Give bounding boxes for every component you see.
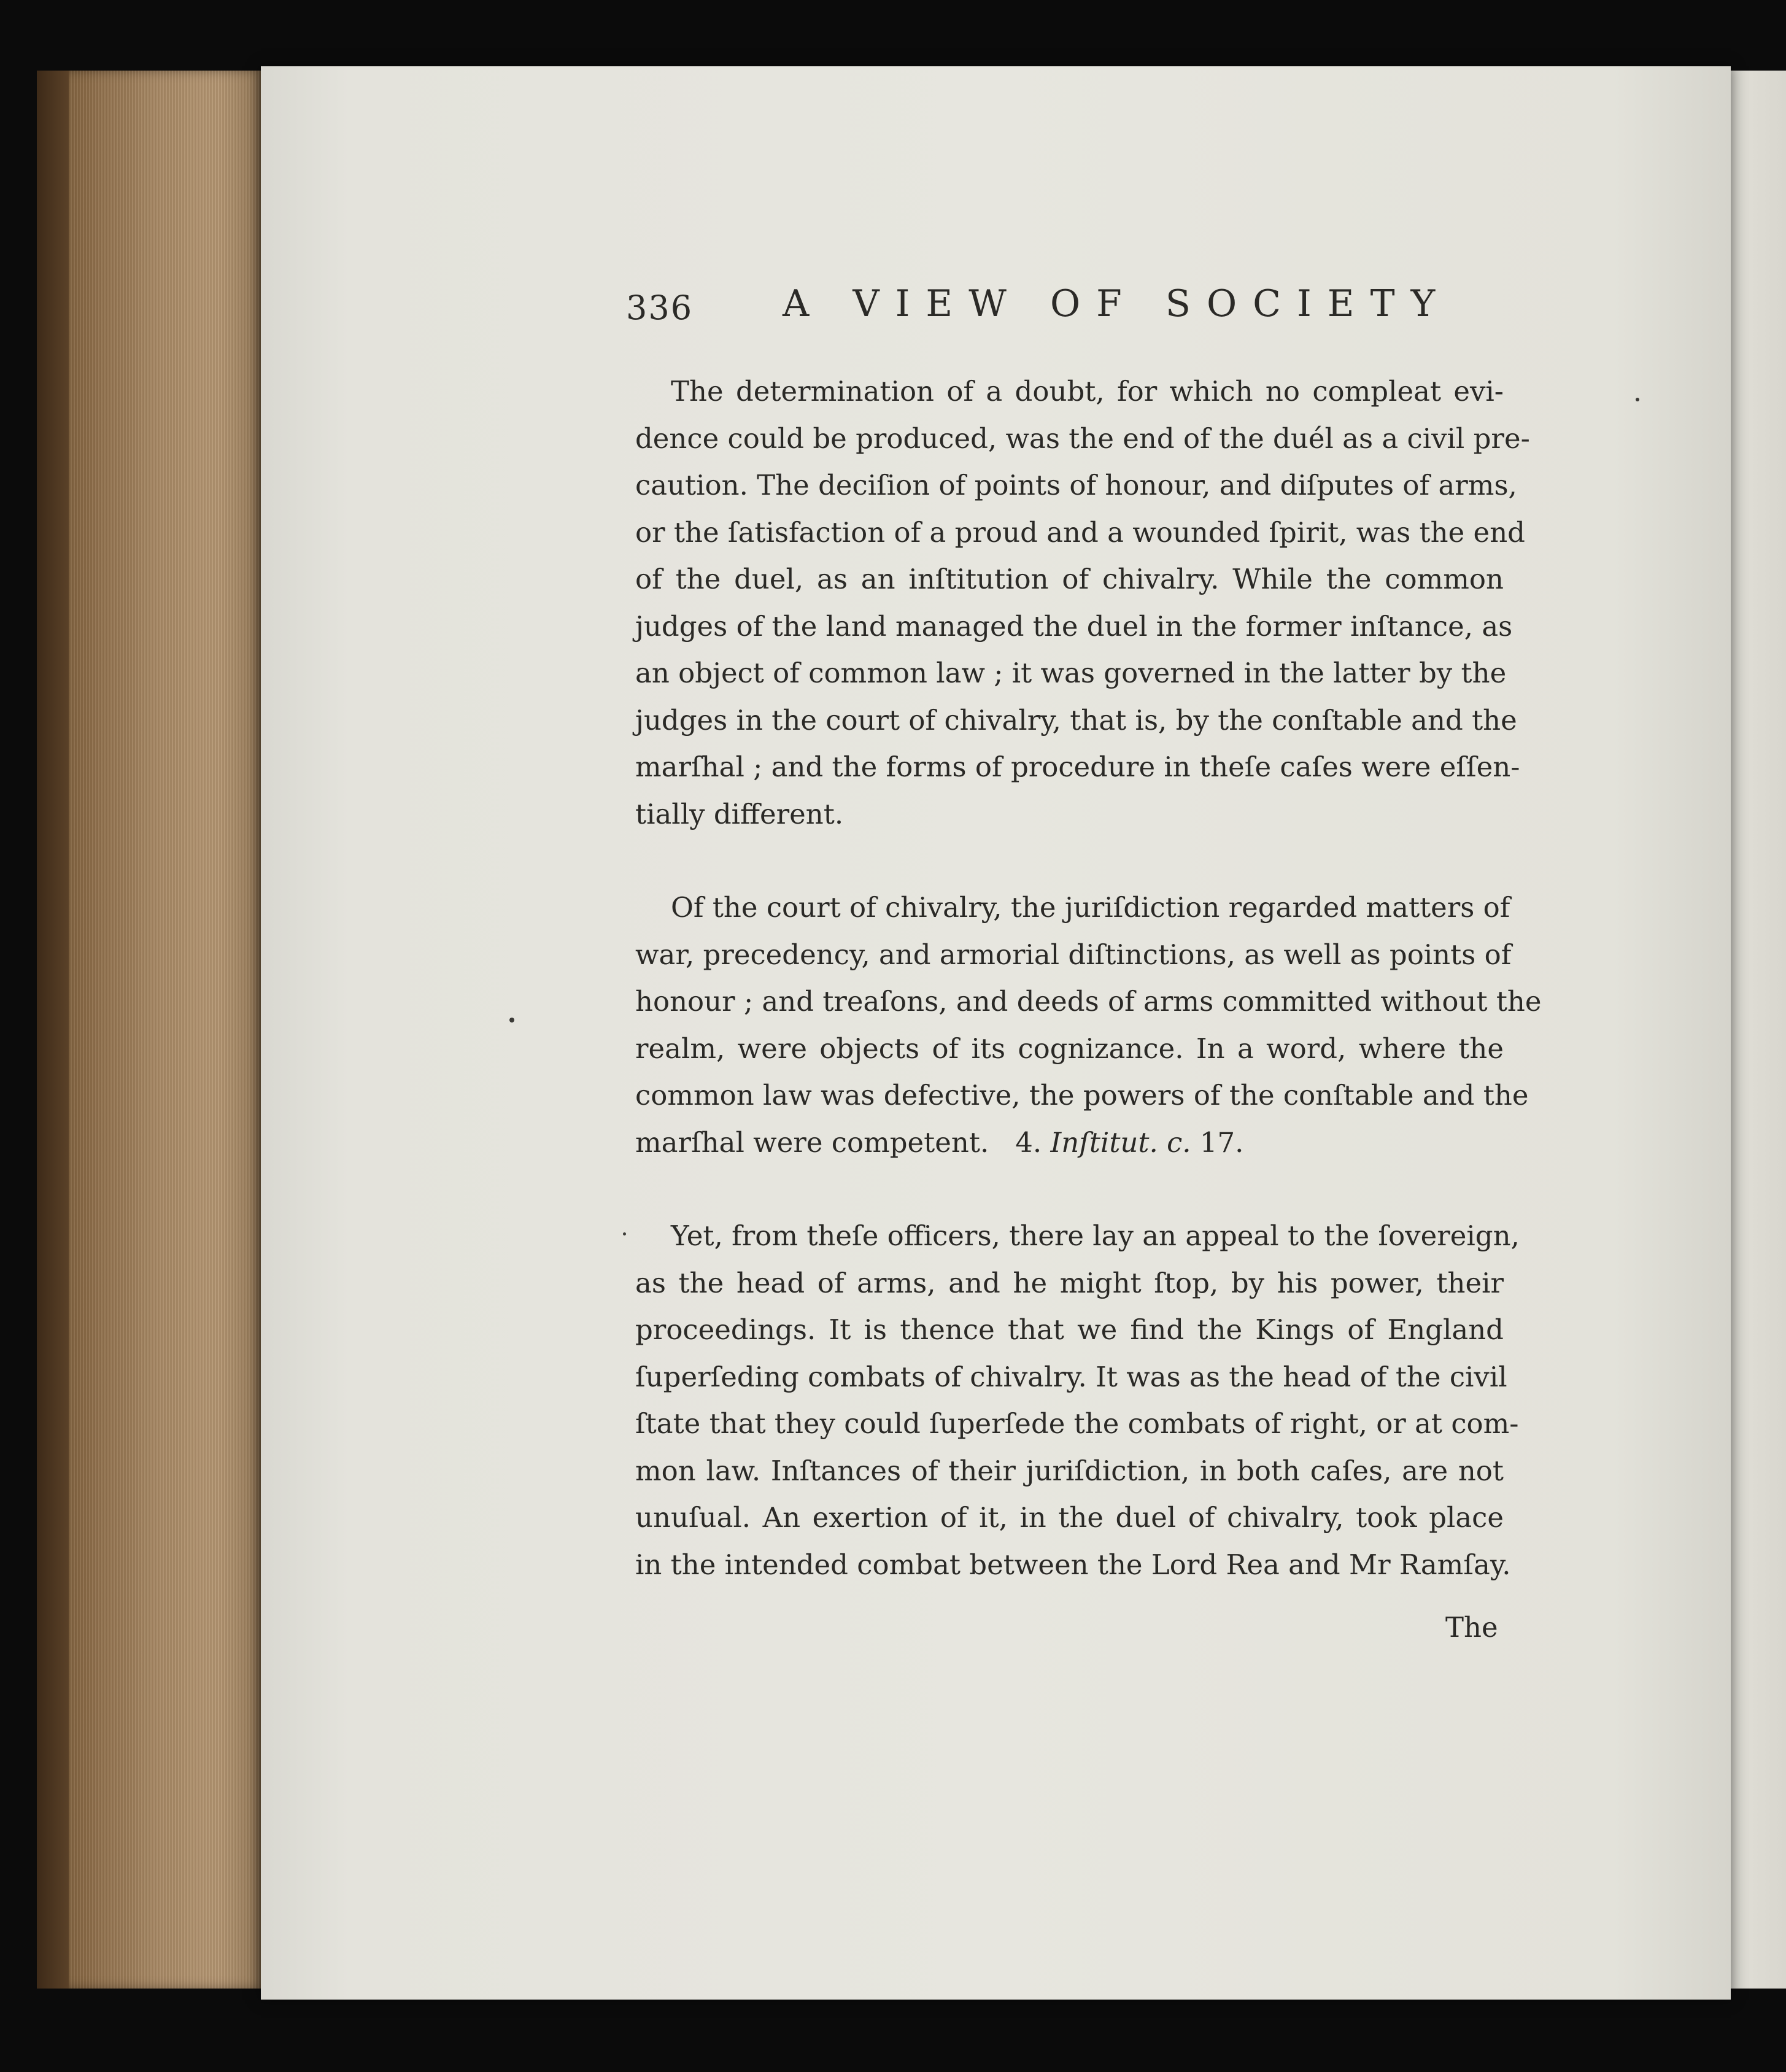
- citation-number: 4.: [1015, 1126, 1042, 1159]
- catchword: The: [1445, 1611, 1498, 1644]
- text-line-with-citation: [635, 1119, 1504, 1167]
- book-page-edges: [37, 71, 265, 1989]
- paper-speck: [509, 1018, 514, 1022]
- text-line: of the duel, as an inſtitution of chivalry. While the common: [635, 563, 1504, 595]
- text-line: The determination of a doubt, for which no compleat evi-: [671, 375, 1504, 408]
- text-line: judges in the court of chivalry, that is, by the conſtable and the: [635, 703, 1517, 736]
- text-line: judges of the land managed the duel in the former inſtance, as: [635, 609, 1513, 643]
- text-line: war, precedency, and armorial diſtinctions, as well as points of: [635, 938, 1512, 971]
- text-line: ſtate that they could ſuperſede the combats of right, or at com-: [635, 1407, 1519, 1440]
- paper-speck: [1636, 398, 1639, 401]
- running-header: [626, 282, 1452, 331]
- text-line: unuſual. An exertion of it, in the duel of chivalry, took place: [635, 1501, 1504, 1534]
- text-line: dence could be produced, was the end of the duél as a civil pre-: [635, 422, 1530, 455]
- page-number: 336: [626, 288, 694, 327]
- running-title: A VIEW OF SOCIETY: [783, 282, 1452, 325]
- text-line: in the intended combat between the Lord Rea and Mr Ramſay.: [635, 1548, 1511, 1581]
- citation-chapter: 17.: [1199, 1126, 1244, 1159]
- body-text: [635, 368, 1542, 1588]
- book-cover-edge: [37, 71, 69, 1989]
- text-line: common law was defective, the powers of the conſtable and the: [635, 1079, 1529, 1111]
- text-fragment: marſhal were competent.: [635, 1126, 989, 1159]
- text-line: Yet, from theſe officers, there lay an appeal to the ſovereign,: [671, 1220, 1520, 1252]
- text-line: honour ; and treaſons, and deeds of arms committed without the: [635, 985, 1542, 1018]
- text-line: mon law. Inſtances of their juriſdiction, in both caſes, are not: [635, 1454, 1504, 1487]
- text-line: caution. The deciſion of points of honour, and diſputes of arms,: [635, 469, 1517, 501]
- text-line: marſhal ; and the forms of procedure in theſe caſes were eſſen-: [635, 751, 1520, 783]
- text-line: an object of common law ; it was governed in the latter by the: [635, 657, 1507, 689]
- paragraph-3: [635, 1213, 1520, 1588]
- text-line: or the ſatisfaction of a proud and a wounded ſpirit, was the end: [635, 516, 1525, 549]
- text-line: realm, were objects of its cognizance. In a word, where the: [635, 1032, 1504, 1065]
- text-line: ſuperſeding combats of chivalry. It was as the head of the civil: [635, 1360, 1507, 1393]
- paper-speck: [623, 1232, 626, 1235]
- facing-page-edge: [1725, 71, 1786, 1989]
- paragraph-2: [635, 884, 1542, 1166]
- text-line: Of the court of chivalry, the juriſdiction regarded matters of: [671, 891, 1510, 924]
- text-line: tially different.: [635, 797, 844, 830]
- paragraph-1: [635, 368, 1530, 838]
- citation-work: Inſtitut. c.: [1050, 1126, 1191, 1159]
- text-line: proceedings. It is thence that we find the Kings of England: [635, 1313, 1504, 1346]
- text-line: as the head of arms, and he might ſtop, by his power, their: [635, 1266, 1504, 1299]
